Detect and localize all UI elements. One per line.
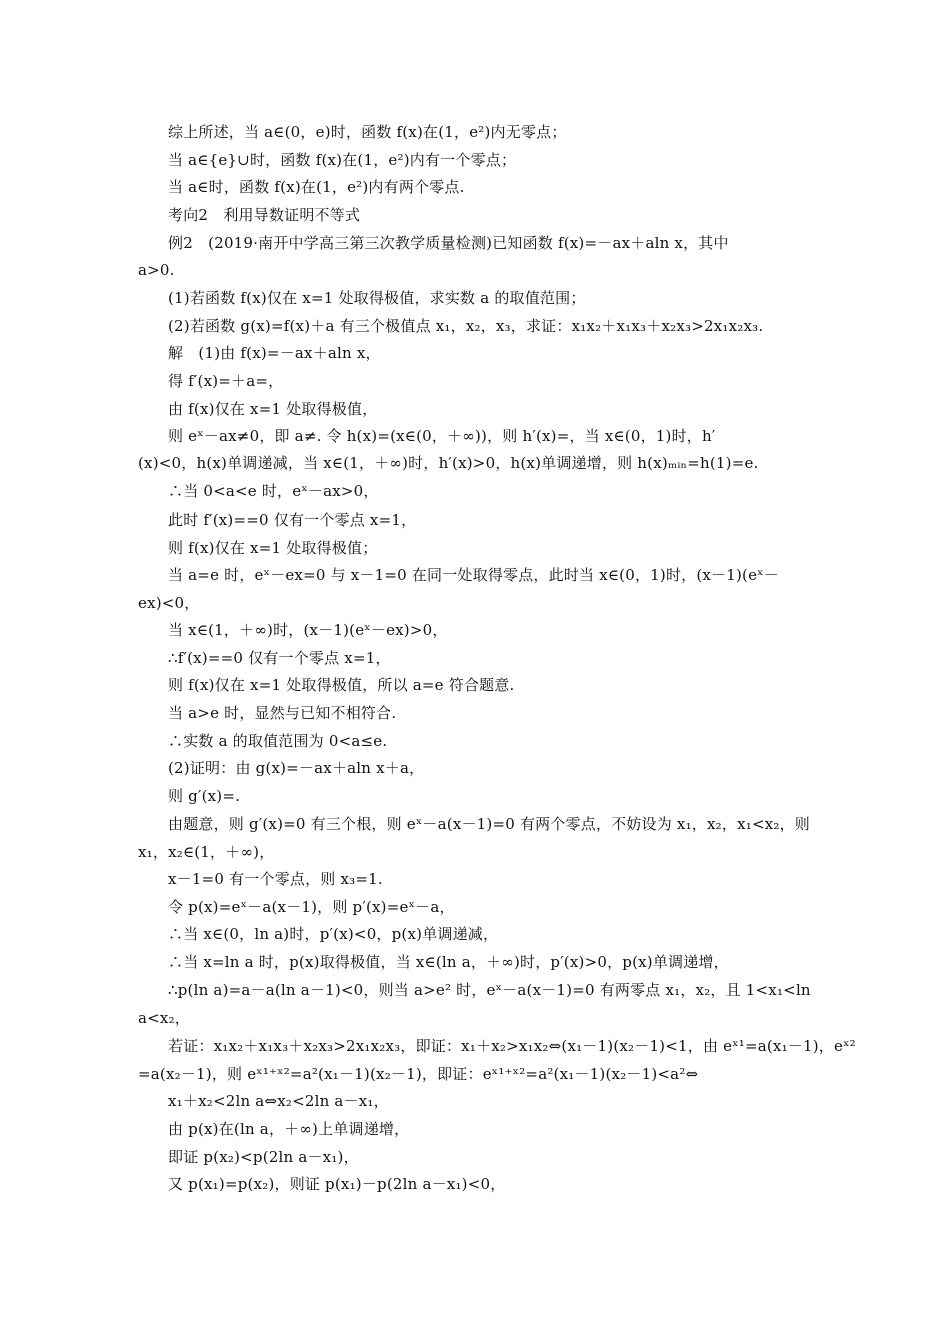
text-line: 若证：x₁x₂＋x₁x₃＋x₂x₃>2x₁x₂x₃，即证：x₁＋x₂>x₁x₂⇔(x₁－1)(x₂－1)<1，由 eˣ¹=a(x₁－1)，eˣ² (168, 1037, 856, 1055)
text-line: =a(x₂－1)，则 eˣ¹⁺ˣ²=a²(x₁－1)(x₂－1)，即证：eˣ¹⁺ˣ²=a²(x₁－1)(x₂－1)<a²⇔ (138, 1065, 699, 1083)
text-line: 例2 (2019·南开中学高三第三次教学质量检测)已知函数 f(x)=－ax＋aln x，其中 (168, 234, 729, 252)
text-line: 则 f(x)仅在 x=1 处取得极值； (168, 539, 378, 557)
text-line: (x)<0，h(x)单调递减，当 x∈(1，＋∞)时，h′(x)>0，h(x)单调递增，则 h(x)ₘᵢₙ=h(1)=e. (138, 454, 759, 472)
text-line: 当 a∈{e}∪时，函数 f(x)在(1，e²)内有一个零点； (168, 151, 517, 169)
text-line: 由 f(x)仅在 x=1 处取得极值， (168, 400, 378, 418)
text-line: ∴当 x∈(0，ln a)时，p′(x)<0，p(x)单调递减， (168, 925, 499, 943)
text-line: 则 f(x)仅在 x=1 处取得极值，所以 a=e 符合题意. (168, 676, 515, 694)
text-line: 当 a=e 时，eˣ－ex=0 与 x－1=0 在同一处取得零点，此时当 x∈(0，1)时，(x－1)(eˣ－ (168, 566, 779, 584)
text-line: ∴当 0<a<e 时，eˣ－ax>0， (168, 482, 379, 500)
text-line: (2)若函数 g(x)=f(x)＋a 有三个极值点 x₁，x₂，x₃，求证：x₁x₂＋x₁x₃＋x₂x₃>2x₁x₂x₃. (168, 317, 764, 335)
text-line: a>0. (138, 261, 175, 279)
text-line: 由 p(x)在(ln a，＋∞)上单调递增， (168, 1120, 410, 1138)
text-line: 综上所述，当 a∈(0，e)时，函数 f(x)在(1，e²)内无零点； (168, 123, 567, 141)
text-line: 则 eˣ－ax≠0，即 a≠. 令 h(x)=(x∈(0，＋∞))，则 h′(x)=，当 x∈(0，1)时，h′ (168, 427, 716, 445)
text-line: ∴f′(x)==0 仅有一个零点 x=1， (168, 649, 391, 667)
text-line: 则 g′(x)=. (168, 787, 241, 805)
text-line: 得 f′(x)=＋a=， (168, 372, 284, 390)
text-line: x₁＋x₂<2ln a⇔x₂<2ln a－x₁， (168, 1092, 389, 1110)
text-line: 又 p(x₁)=p(x₂)，则证 p(x₁)－p(2ln a－x₁)<0， (168, 1175, 506, 1193)
text-line: a<x₂， (138, 1009, 190, 1027)
text-line: 当 a∈时，函数 f(x)在(1，e²)内有两个零点. (168, 178, 465, 196)
text-line: 由题意，则 g′(x)=0 有三个根，则 eˣ－a(x－1)=0 有两个零点，不妨设为 x₁，x₂，x₁<x₂，则 (168, 815, 810, 833)
text-line: ex)<0， (138, 594, 200, 612)
text-line: 即证 p(x₂)<p(2ln a－x₁)， (168, 1148, 359, 1166)
text-line: (2)证明：由 g(x)=－ax＋aln x＋a， (168, 759, 425, 777)
text-line: 当 a>e 时，显然与已知不相符合. (168, 704, 397, 722)
text-line: 此时 f′(x)==0 仅有一个零点 x=1， (168, 511, 417, 529)
text-line: x₁，x₂∈(1，＋∞)， (138, 843, 275, 861)
text-line: 考向2 利用导数证明不等式 (168, 206, 361, 224)
text-line: ∴当 x=ln a 时，p(x)取得极值，当 x∈(ln a，＋∞)时，p′(x)>0，p(x)单调递增， (168, 953, 729, 971)
text-line: (1)若函数 f(x)仅在 x=1 处取得极值，求实数 a 的取值范围； (168, 289, 586, 307)
text-line: 当 x∈(1，＋∞)时，(x－1)(eˣ－ex)>0， (168, 621, 448, 639)
text-line: ∴实数 a 的取值范围为 0<a≤e. (168, 732, 388, 750)
text-line: 令 p(x)=eˣ－a(x－1)，则 p′(x)=eˣ－a， (168, 898, 455, 916)
text-line: 解 (1)由 f(x)=－ax＋aln x， (168, 344, 381, 362)
text-line: x－1=0 有一个零点，则 x₃=1. (168, 870, 383, 888)
text-line: ∴p(ln a)=a－a(ln a－1)<0，则当 a>e² 时，eˣ－a(x－1)=0 有两零点 x₁，x₂，且 1<x₁<ln (168, 981, 811, 999)
